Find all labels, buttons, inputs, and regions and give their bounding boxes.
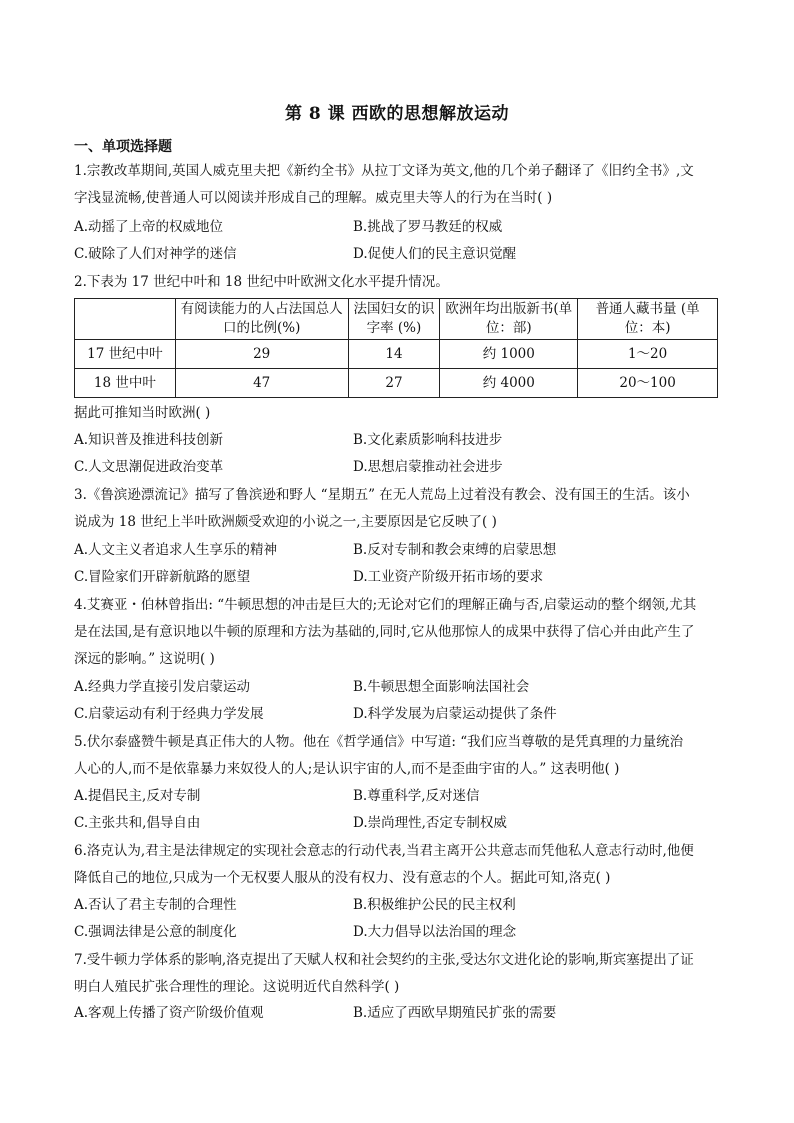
table-cell: 17 世纪中叶 <box>75 340 176 369</box>
q5-option-b: B.尊重科学,反对迷信 <box>353 788 480 804</box>
table-header-cell: 普通人藏书量 (单位：本) <box>578 299 718 340</box>
q4-option-c: C.启蒙运动有利于经典力学发展 <box>74 706 264 722</box>
table-cell: 47 <box>175 369 348 398</box>
q1-option-a: A.动摇了上帝的权威地位 <box>74 219 224 235</box>
table-header-cell: 法国妇女的识字率 (%) <box>348 299 440 340</box>
q5-stem-line-1: 5.伏尔泰盛赞牛顿是真正伟大的人物。他在《哲学通信》中写道: “我们应当尊敬的是凭真理的力量统治 <box>74 734 684 750</box>
q5-stem-line-2: 人心的人,而不是依靠暴力来奴役人的人;是认识宇宙的人,而不是歪曲宇宙的人。” 这表明他( ) <box>74 761 620 777</box>
table-row <box>75 340 718 369</box>
q4-option-a: A.经典力学直接引发启蒙运动 <box>74 679 251 695</box>
page-title: 第 8 课 西欧的思想解放运动 <box>284 104 510 124</box>
table-cell: 约 1000 <box>440 340 578 369</box>
table-header-cell: 欧洲年均出版新书(单位：部) <box>440 299 578 340</box>
q5-option-a: A.提倡民主,反对专制 <box>74 788 201 804</box>
table-header-cell <box>75 299 176 340</box>
q3-option-d: D.工业资产阶级开拓市场的要求 <box>353 569 544 585</box>
q3-option-c: C.冒险家们开辟新航路的愿望 <box>74 569 251 585</box>
q1-option-b: B.挑战了罗马教廷的权威 <box>353 219 503 235</box>
table-header-row <box>75 299 718 340</box>
table-cell: 27 <box>348 369 440 398</box>
q6-option-c: C.强调法律是公意的制度化 <box>74 924 237 940</box>
culture-level-table <box>74 298 718 398</box>
q2-intro: 2.下表为 17 世纪中叶和 18 世纪中叶欧洲文化水平提升情况。 <box>74 274 449 290</box>
table-header-cell: 有阅读能力的人占法国总人口的比例(%) <box>175 299 348 340</box>
table-cell: 18 世中叶 <box>75 369 176 398</box>
q3-stem-line-1: 3.《鲁滨逊漂流记》描写了鲁滨逊和野人 “星期五” 在无人荒岛上过着没有教会、没有国王的生活。该小 <box>74 487 690 503</box>
table-cell: 29 <box>175 340 348 369</box>
q2-stem: 据此可推知当时欧洲( ) <box>74 405 211 421</box>
q1-stem-line-2: 字浅显流畅,使普通人可以阅读并形成自己的理解。威克里夫等人的行为在当时( ) <box>74 190 553 206</box>
q6-stem-line-2: 降低自己的地位,只成为一个无权要人服从的没有权力、没有意志的个人。据此可知,洛克( ) <box>74 870 611 886</box>
q1-option-d: D.促使人们的民主意识觉醒 <box>353 246 517 262</box>
q5-option-c: C.主张共和,倡导自由 <box>74 815 201 831</box>
q4-option-d: D.科学发展为启蒙运动提供了条件 <box>353 706 557 722</box>
q2-option-c: C.人文思潮促进政治变革 <box>74 459 224 475</box>
q3-stem-line-2: 说成为 18 世纪上半叶欧洲颇受欢迎的小说之一,主要原因是它反映了( ) <box>74 514 497 530</box>
q2-option-d: D.思想启蒙推动社会进步 <box>353 459 503 475</box>
table-cell: 约 4000 <box>440 369 578 398</box>
q4-stem-line-3: 深远的影响。” 这说明( ) <box>74 651 215 667</box>
q2-option-b: B.文化素质影响科技进步 <box>353 432 503 448</box>
q7-option-b: B.适应了西欧早期殖民扩张的需要 <box>353 1005 557 1021</box>
q4-stem-line-2: 是在法国,是有意识地以牛顿的原理和方法为基础的,同时,它从他那惊人的成果中获得了信心并由此产生了 <box>74 624 695 640</box>
q7-option-a: A.客观上传播了资产阶级价值观 <box>74 1005 264 1021</box>
table-cell: 1～20 <box>578 340 718 369</box>
q3-option-a: A.人文主义者追求人生享乐的精神 <box>74 542 278 558</box>
q7-stem-line-1: 7.受牛顿力学体系的影响,洛克提出了天赋人权和社会契约的主张,受达尔文进化论的影响,斯宾塞提出了证 <box>74 952 694 968</box>
q4-option-b: B.牛顿思想全面影响法国社会 <box>353 679 530 695</box>
q1-option-c: C.破除了人们对神学的迷信 <box>74 246 237 262</box>
q6-option-a: A.否认了君主专制的合理性 <box>74 897 237 913</box>
q2-option-a: A.知识普及推进科技创新 <box>74 432 224 448</box>
q3-option-b: B.反对专制和教会束缚的启蒙思想 <box>353 542 557 558</box>
q6-option-d: D.大力倡导以法治国的理念 <box>353 924 517 940</box>
table-cell: 20～100 <box>578 369 718 398</box>
table-cell: 14 <box>348 340 440 369</box>
section-heading: 一、单项选择题 <box>74 139 172 155</box>
q6-option-b: B.积极维护公民的民主权利 <box>353 897 516 913</box>
q6-stem-line-1: 6.洛克认为,君主是法律规定的实现社会意志的行动代表,当君主离开公共意志而凭他私人意志行动时,他便 <box>74 843 694 859</box>
q7-stem-line-2: 明白人殖民扩张合理性的理论。这说明近代自然科学( ) <box>74 979 400 995</box>
q4-stem-line-1: 4.艾赛亚・伯林曾指出: “牛顿思想的冲击是巨大的;无论对它们的理解正确与否,启蒙运动的整个纲领,尤其 <box>74 597 697 613</box>
table-row <box>75 369 718 398</box>
q1-stem-line-1: 1.宗教改革期间,英国人威克里夫把《新约全书》从拉丁文译为英文,他的几个弟子翻译了《旧约全书》,文 <box>74 163 694 179</box>
q5-option-d: D.崇尚理性,否定专制权威 <box>353 815 507 831</box>
